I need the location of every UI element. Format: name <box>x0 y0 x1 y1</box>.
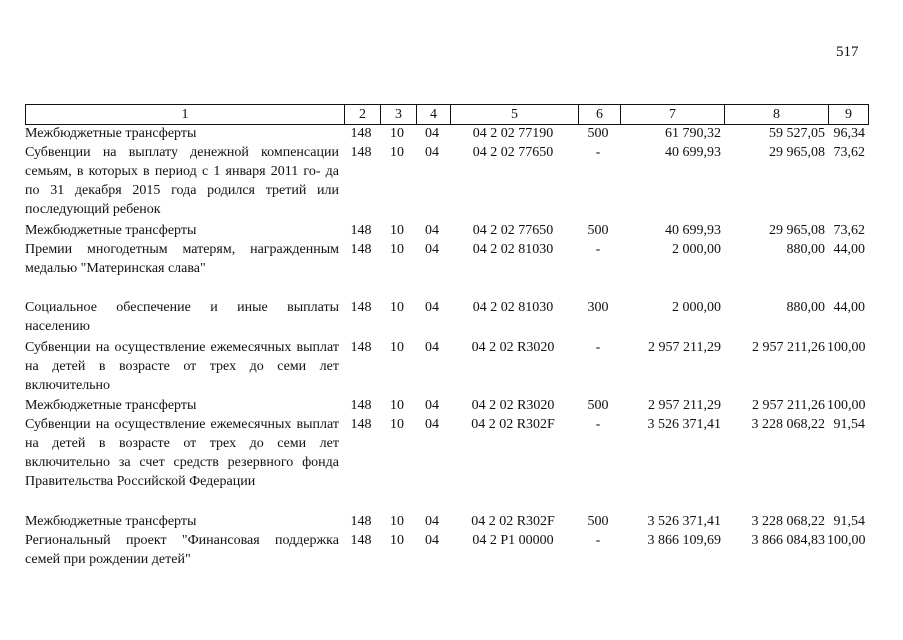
row-col-9: 100,00 <box>827 398 866 413</box>
table-row <box>25 221 867 240</box>
row-col-9: 91,54 <box>833 417 865 432</box>
row-col-8: 3 228 068,22 <box>751 514 825 529</box>
row-col-2: 148 <box>350 242 372 257</box>
row-col-7: 3 866 109,69 <box>647 533 721 548</box>
row-col-8: 59 527,05 <box>769 126 825 141</box>
table-row <box>25 415 867 491</box>
row-col-5: 04 2 02 77650 <box>472 223 554 238</box>
row-description: Межбюджетные трансферты <box>25 126 197 141</box>
row-col-6: - <box>595 417 601 432</box>
row-col-9: 44,00 <box>833 242 865 257</box>
row-col-6: 500 <box>587 223 609 238</box>
row-col-2: 148 <box>350 533 372 548</box>
row-col-3: 10 <box>390 300 404 315</box>
row-col-4: 04 <box>425 126 439 141</box>
row-col-2: 148 <box>350 145 372 160</box>
row-col-5: 04 2 02 81030 <box>472 242 554 257</box>
header-col-3: 3 <box>380 105 416 124</box>
row-col-6: - <box>595 242 601 257</box>
table-row <box>25 124 867 143</box>
row-col-9: 96,34 <box>833 126 865 141</box>
row-col-9: 100,00 <box>827 533 866 548</box>
row-col-6: 500 <box>587 126 609 141</box>
header-col-2: 2 <box>344 105 380 124</box>
row-col-4: 04 <box>425 340 439 355</box>
row-col-3: 10 <box>390 417 404 432</box>
row-col-7: 40 699,93 <box>665 223 721 238</box>
row-col-5: 04 2 02 R302F <box>471 417 555 432</box>
row-col-8: 29 965,08 <box>769 145 825 160</box>
row-col-5: 04 2 02 77650 <box>472 145 554 160</box>
row-col-6: 500 <box>587 398 609 413</box>
row-col-4: 04 <box>425 398 439 413</box>
row-col-2: 148 <box>350 340 372 355</box>
header-col-6: 6 <box>578 105 620 124</box>
table-row <box>25 298 867 336</box>
header-col-8: 8 <box>724 105 828 124</box>
row-col-6: 300 <box>587 300 609 315</box>
row-col-9: 73,62 <box>833 145 865 160</box>
row-col-6: - <box>595 340 601 355</box>
row-col-2: 148 <box>350 126 372 141</box>
row-col-8: 880,00 <box>786 242 825 257</box>
row-description: Межбюджетные трансферты <box>25 398 197 413</box>
row-col-7: 3 526 371,41 <box>647 514 721 529</box>
row-col-3: 10 <box>390 145 404 160</box>
row-description: Субвенции на выплату денежной компенсации семьям, в которых в период с 1 января 2011 го- да по 31 декабря 2015 года родился третий или последующий ребенок <box>25 145 339 217</box>
row-col-2: 148 <box>350 300 372 315</box>
row-col-4: 04 <box>425 533 439 548</box>
row-col-7: 40 699,93 <box>665 145 721 160</box>
row-col-7: 2 000,00 <box>672 300 721 315</box>
row-col-7: 3 526 371,41 <box>647 417 721 432</box>
row-col-2: 148 <box>350 417 372 432</box>
row-col-2: 148 <box>350 398 372 413</box>
row-col-8: 880,00 <box>786 300 825 315</box>
row-col-7: 61 790,32 <box>665 126 721 141</box>
row-col-7: 2 000,00 <box>672 242 721 257</box>
row-col-3: 10 <box>390 223 404 238</box>
row-col-5: 04 2 02 77190 <box>472 126 554 141</box>
row-col-7: 2 957 211,29 <box>648 398 721 413</box>
row-col-8: 3 228 068,22 <box>751 417 825 432</box>
page-number: 517 <box>836 44 859 60</box>
header-col-4: 4 <box>416 105 450 124</box>
table-header <box>25 104 869 125</box>
row-col-3: 10 <box>390 533 404 548</box>
row-col-5: 04 2 02 R3020 <box>471 340 555 355</box>
row-col-9: 73,62 <box>833 223 865 238</box>
table-row <box>25 531 867 569</box>
row-col-7: 2 957 211,29 <box>648 340 721 355</box>
table-row <box>25 240 867 278</box>
row-col-8: 2 957 211,26 <box>752 398 825 413</box>
header-col-5: 5 <box>450 105 578 124</box>
row-col-6: - <box>595 145 601 160</box>
row-col-6: - <box>595 533 601 548</box>
row-description: Премии многодетным матерям, награжденным медалью "Материнская слава" <box>25 242 339 276</box>
row-col-3: 10 <box>390 398 404 413</box>
row-col-4: 04 <box>425 145 439 160</box>
row-col-3: 10 <box>390 242 404 257</box>
row-col-8: 2 957 211,26 <box>752 340 825 355</box>
row-col-2: 148 <box>350 223 372 238</box>
header-col-9: 9 <box>828 105 868 124</box>
row-col-5: 04 2 02 R3020 <box>471 398 555 413</box>
row-col-2: 148 <box>350 514 372 529</box>
row-description: Межбюджетные трансферты <box>25 223 197 238</box>
table-row <box>25 338 867 395</box>
row-col-9: 100,00 <box>827 340 866 355</box>
row-description: Социальное обеспечение и иные выплаты населению <box>25 300 339 334</box>
row-description: Региональный проект "Финансовая поддержка семей при рождении детей" <box>25 533 339 567</box>
row-col-9: 91,54 <box>833 514 865 529</box>
header-col-7: 7 <box>620 105 724 124</box>
row-col-4: 04 <box>425 514 439 529</box>
row-col-3: 10 <box>390 340 404 355</box>
row-col-8: 3 866 084,83 <box>751 533 825 548</box>
row-col-8: 29 965,08 <box>769 223 825 238</box>
row-col-5: 04 2 02 R302F <box>471 514 555 529</box>
row-col-5: 04 2 P1 00000 <box>472 533 554 548</box>
row-col-4: 04 <box>425 417 439 432</box>
row-description: Субвенции на осуществление ежемесячных выплат на детей в возрасте от трех до семи лет включительно за счет средств резервного фонда Правительства Российской Федерации <box>25 417 339 489</box>
row-col-4: 04 <box>425 223 439 238</box>
row-col-9: 44,00 <box>833 300 865 315</box>
table-row <box>25 396 867 415</box>
row-col-6: 500 <box>587 514 609 529</box>
row-col-5: 04 2 02 81030 <box>472 300 554 315</box>
table-row <box>25 143 867 219</box>
row-col-3: 10 <box>390 126 404 141</box>
header-col-1: 1 <box>181 107 189 122</box>
row-col-4: 04 <box>425 242 439 257</box>
row-description: Субвенции на осуществление ежемесячных выплат на детей в возрасте от трех до семи лет включительно <box>25 340 339 393</box>
table-row <box>25 512 867 531</box>
row-col-4: 04 <box>425 300 439 315</box>
row-col-3: 10 <box>390 514 404 529</box>
row-description: Межбюджетные трансферты <box>25 514 197 529</box>
